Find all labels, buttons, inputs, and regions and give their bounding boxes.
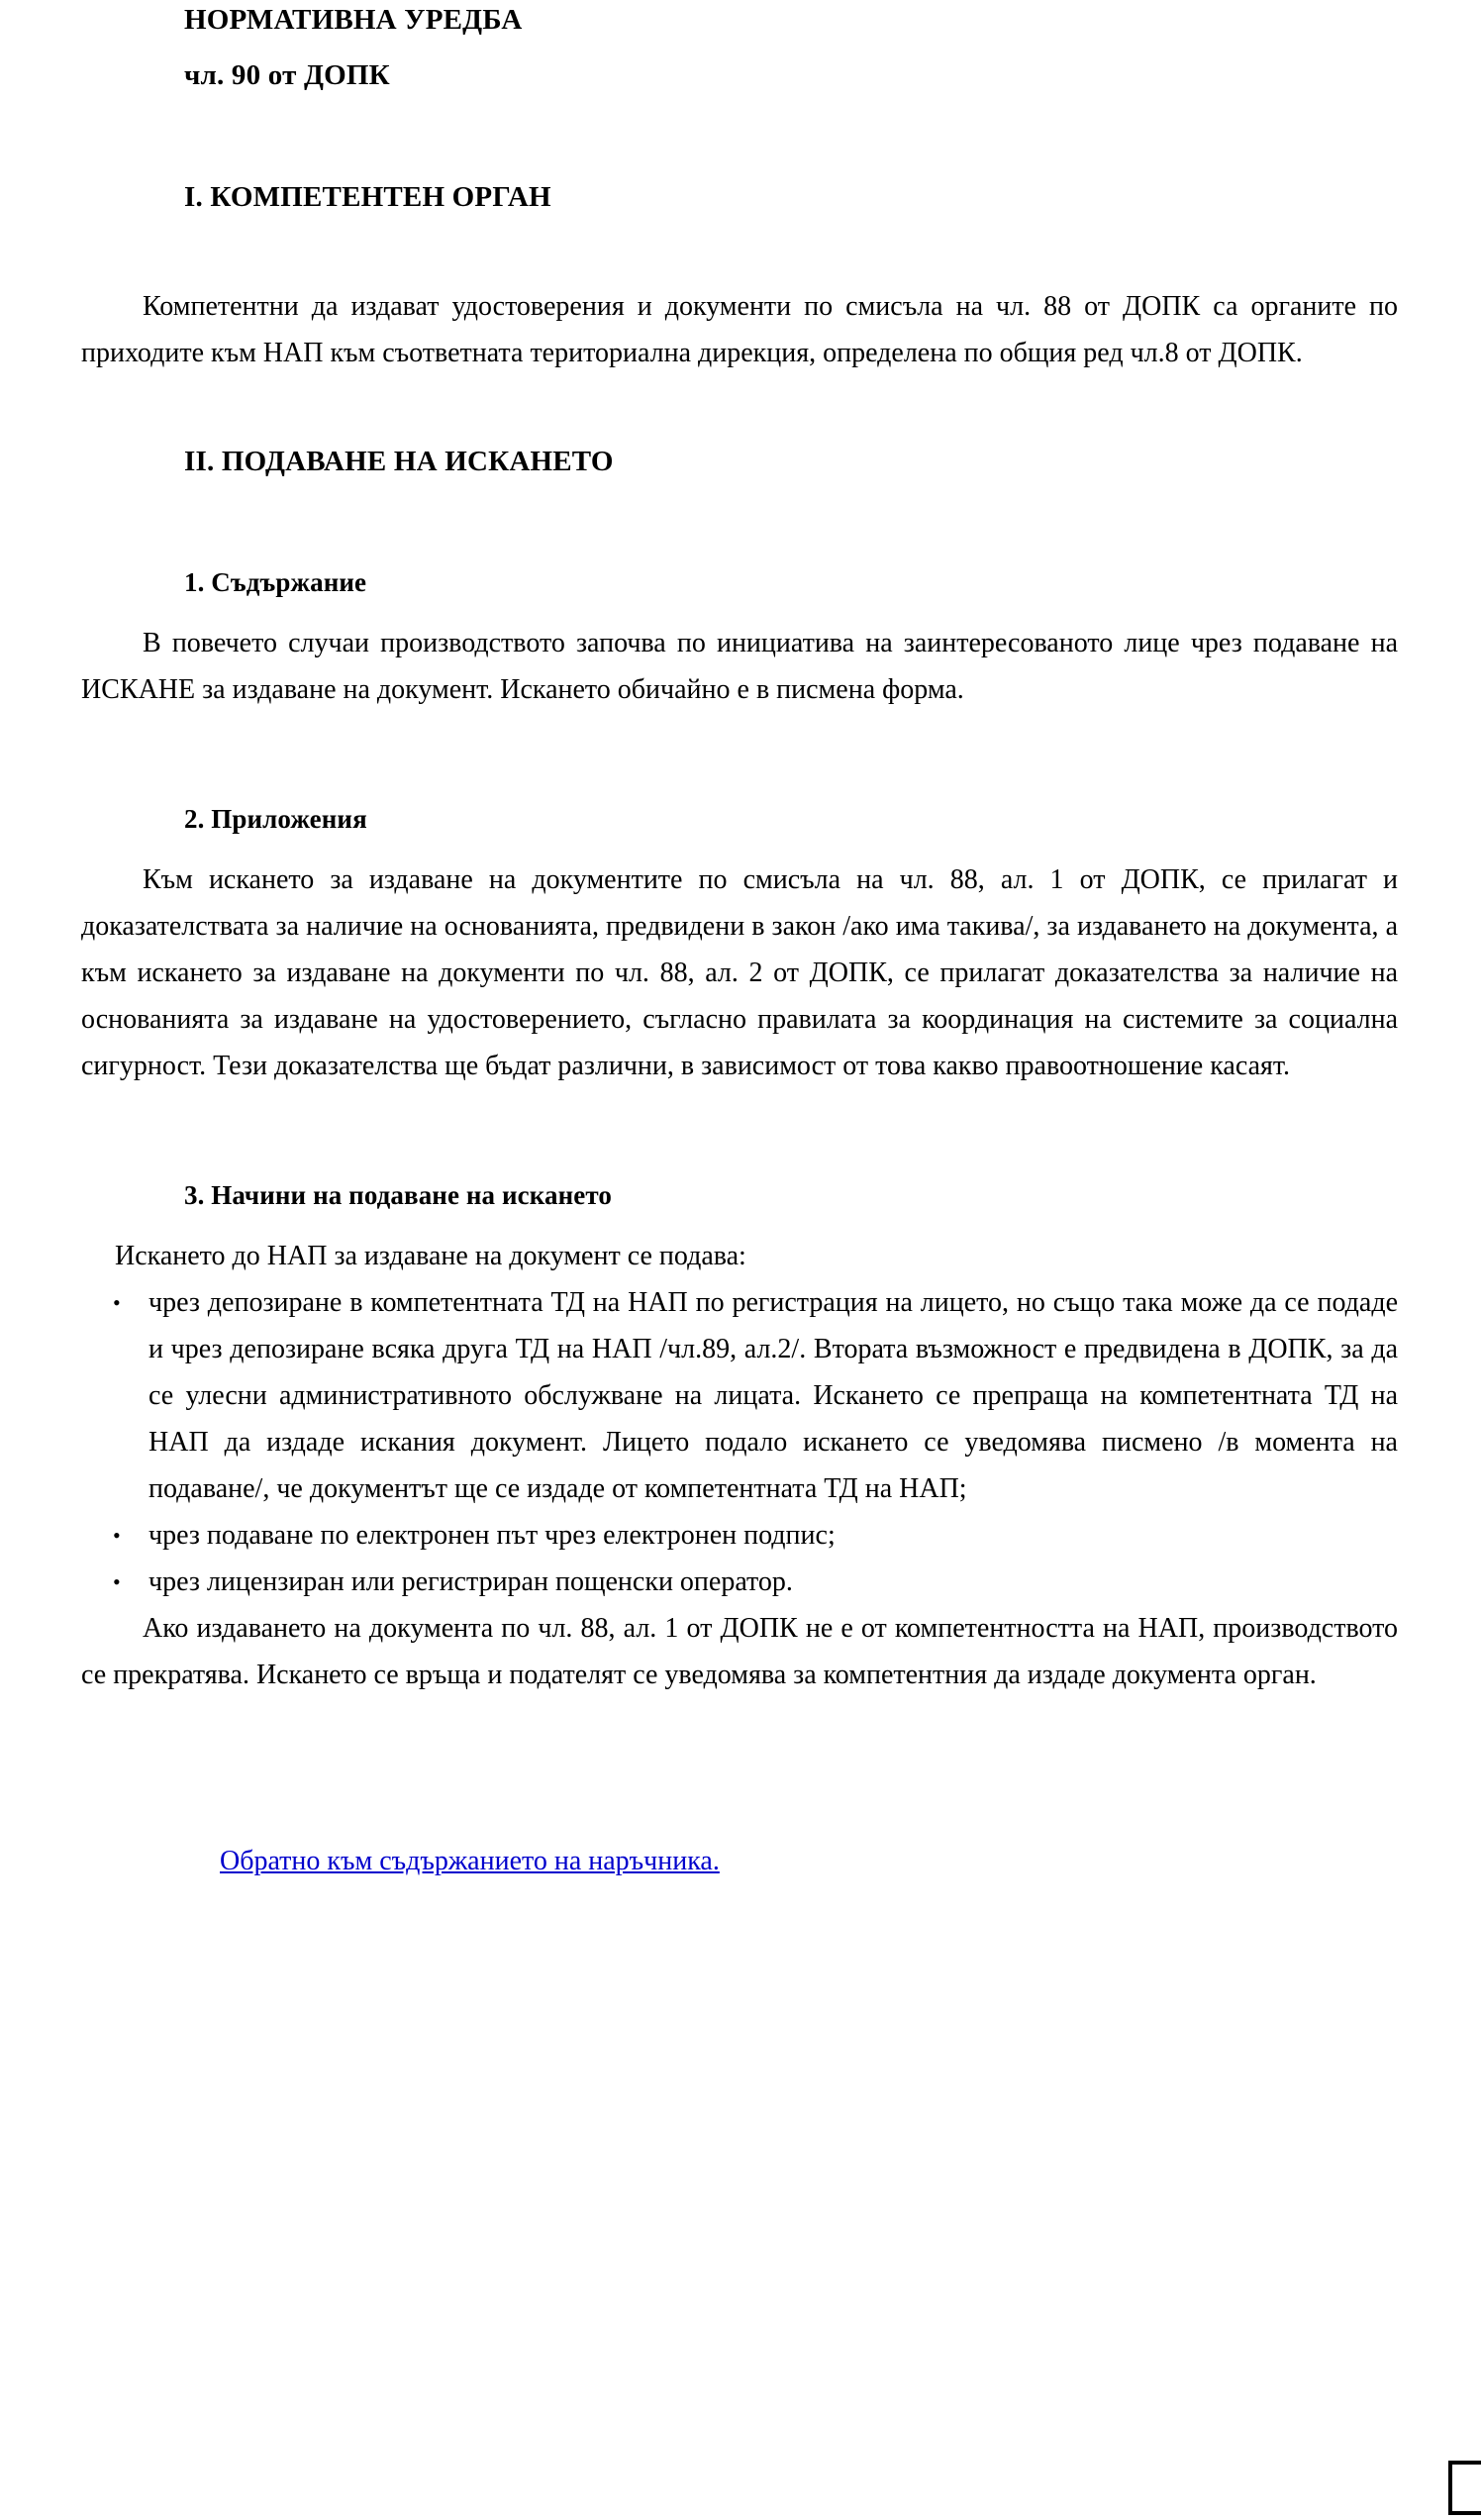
bullet-icon: •: [113, 1569, 121, 1594]
spacer: [81, 1209, 1398, 1233]
spacer: [81, 376, 1398, 448]
subsection-heading-attachments: 2. Приложения: [184, 804, 367, 834]
spacer: [81, 212, 1398, 283]
subsection-heading-methods: 3. Начини на подаване на искането: [184, 1180, 612, 1210]
spacer: [81, 1089, 1398, 1182]
section-heading-competent-authority: I. КОМПЕТЕНТЕН ОРГАН: [184, 181, 551, 213]
paragraph-competent-authority: Компетентни да издават удостоверения и документи по смисъла на чл. 88 от ДОПК са органите по приходите към НАП към съответната териториална дирекция, определена по общия ред чл.8 от ДОПК.: [81, 291, 1398, 368]
document-subtitle: чл. 90 от ДОПК: [184, 59, 390, 91]
page-title: НОРМАТИВНА УРЕДБА: [184, 4, 523, 36]
spacer: [81, 1791, 1398, 1838]
bullet-icon: •: [113, 1290, 121, 1315]
list-item-label: чрез депозиране в компетентната ТД на НАП по регистрация на лицето, но също така може да се подаде и чрез депозиране всяка друга ТД на НАП /чл.89, ал.2/. Втората възможност е предвидена в ДОПК, за да се улесни административното обслужване на лицата. Искането се препраща на компетентната ТД на НАП да издаде искания документ. Лицето подало искането се уведомява писмено /в момента на подаване/, че документът ще се издаде от компетентната ТД на НАП;: [148, 1287, 1398, 1504]
spacer: [81, 596, 1398, 620]
list-item: [81, 1279, 1398, 1512]
spacer: [81, 713, 1398, 806]
page-corner-frame-artifact: [1448, 2461, 1481, 2515]
spacer: [81, 833, 1398, 857]
bullet-icon: •: [113, 1523, 121, 1548]
document-content-column: [81, 0, 1398, 1884]
spacer: [81, 90, 1398, 183]
spacer: [81, 1698, 1398, 1791]
list-item-label: чрез подаване по електронен път чрез електронен подпис;: [148, 1520, 836, 1551]
back-to-manual-contents-link[interactable]: Обратно към съдържанието на наръчника.: [220, 1846, 720, 1876]
section-heading-submission: II. ПОДАВАНЕ НА ИСКАНЕТО: [184, 446, 614, 477]
methods-bullet-list: [81, 1279, 1398, 1605]
subsection-heading-content: 1. Съдържание: [184, 567, 367, 597]
list-item-label: чрез лицензиран или регистриран пощенски оператор.: [148, 1566, 793, 1597]
paragraph-methods-closing: Ако издаването на документа по чл. 88, ал. 1 от ДОПК не е от компетентността на НАП, производството се прекратява. Искането се връща и подателят се уведомява за компетентния да издаде документа орган.: [81, 1613, 1398, 1690]
list-item: [81, 1512, 1398, 1559]
paragraph-methods-intro: Искането до НАП за издаване на документ се подава:: [115, 1241, 746, 1271]
paragraph-attachments: Към искането за издаване на документите по смисъла на чл. 88, ал. 1 от ДОПК, се прилагат и доказателствата за наличие на основанията, предвидени в закон /ако има такива/, за издаването на документа, а към искането за издаване на документи по чл. 88, ал. 2 от ДОПК, се прилагат доказателства за наличие на основанията за издаване на удостоверението, съгласно правилата за координация на системите за социална сигурност. Тези доказателства ще бъдат различни, в зависимост от това какво правоотношение касаят.: [81, 864, 1398, 1081]
paragraph-content: В повечето случаи производството започва по инициатива на заинтересованото лице чрез подаване на ИСКАНЕ за издаване на документ. Искането обичайно е в писмена форма.: [81, 628, 1398, 705]
list-item: [81, 1559, 1398, 1605]
spacer: [81, 476, 1398, 569]
back-link-row: [81, 1838, 1398, 1884]
